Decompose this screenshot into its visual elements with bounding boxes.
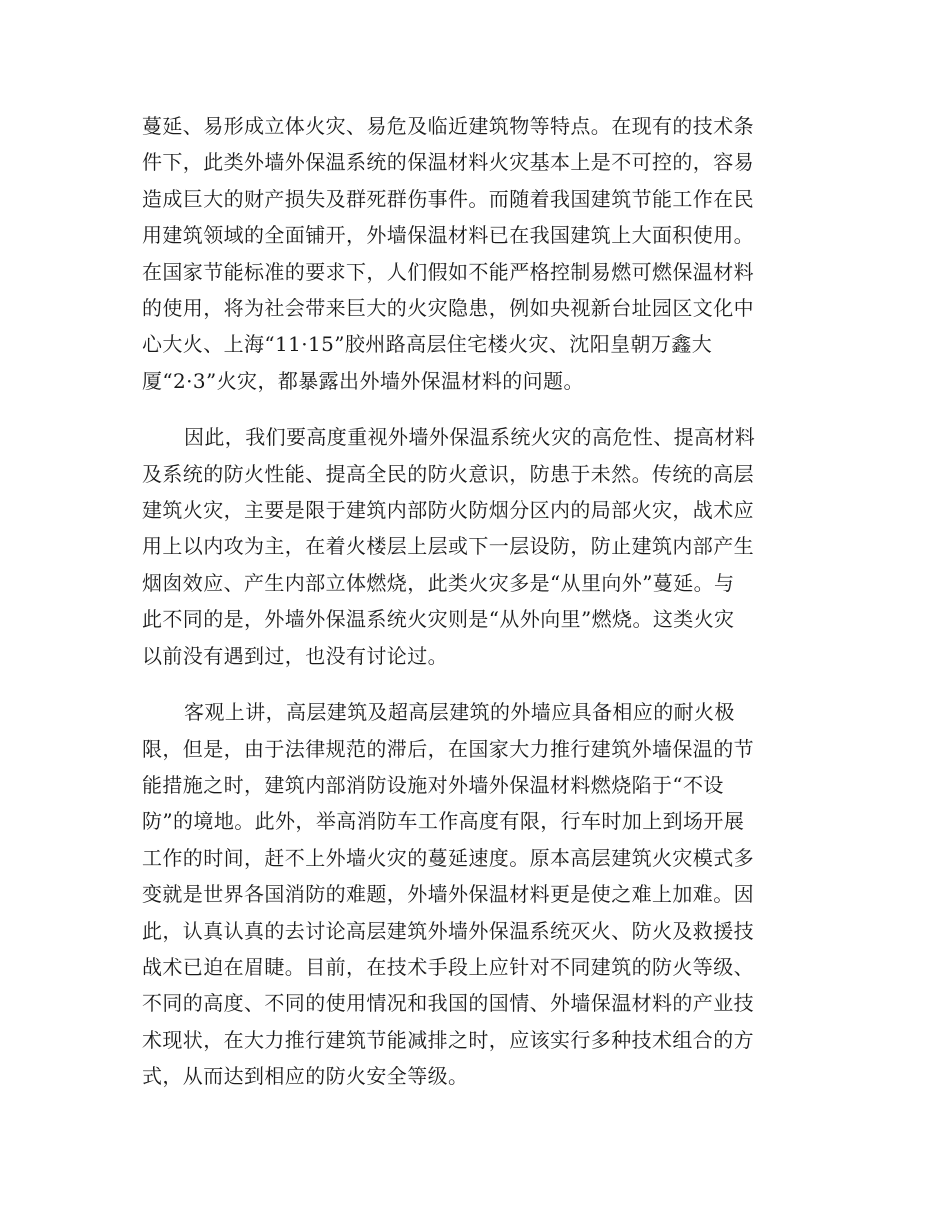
text-line: 件下，此类外墙外保温系统的保温材料火灾基本上是不可控的，容易 [142,150,754,175]
text-line: 客观上讲，高层建筑及超高层建筑的外墙应具备相应的耐火极 [184,700,735,725]
text-line: 因此，我们要高度重视外墙外保温系统火灾的高危性、提高材料 [184,425,756,450]
text-line: 战术已迫在眉睫。目前，在技术手段上应针对不同建筑的防火等级、 [142,954,754,979]
text-line: 造成巨大的财产损失及群死群伤事件。而随着我国建筑节能工作在民 [142,186,754,211]
document-body [142,108,812,1095]
text-line: 烟囱效应、产生内部立体燃烧，此类火灾多是“从里向外”蔓延。与 [142,570,735,595]
text-line: 术现状，在大力推行建筑节能减排之时，应该实行多种技术组合的方 [142,1027,754,1052]
text-line: 不同的高度、不同的使用情况和我国的国情、外墙保温材料的产业技 [142,991,754,1016]
text-line: 工作的时间，赶不上外墙火灾的蔓延速度。原本高层建筑火灾模式多 [142,845,754,870]
text-line: 以前没有遇到过，也没有讨论过。 [142,643,448,668]
paragraph-3 [142,694,812,1094]
paragraph-2 [142,419,812,674]
paragraph-spacer [142,399,812,419]
text-line: 及系统的防火性能、提高全民的防火意识，防患于未然。传统的高层 [142,461,754,486]
text-line: 防”的境地。此外，举高消防车工作高度有限，行车时加上到场开展 [142,809,745,834]
text-line: 此不同的是，外墙外保温系统火灾则是“从外向里”燃烧。这类火灾 [142,607,735,632]
text-line: 变就是世界各国消防的难题，外墙外保温材料更是使之难上加难。因 [142,882,754,907]
text-line: 此，认真认真的去讨论高层建筑外墙外保温系统灭火、防火及救援技 [142,918,754,943]
text-line: 限，但是，由于法律规范的滞后，在国家大力推行建筑外墙保温的节 [142,736,754,761]
text-line: 式，从而达到相应的防火安全等级。 [142,1064,469,1089]
paragraph-spacer [142,674,812,694]
text-line: 心大火、上海“11·15”胶州路高层住宅楼火灾、沈阳皇朝万鑫大 [142,332,713,357]
text-line: 建筑火灾，主要是限于建筑内部防火防烟分区内的局部火灾，战术应 [142,498,754,523]
text-line: 能措施之时，建筑内部消防设施对外墙外保温材料燃烧陷于“不设 [142,772,724,797]
text-line: 的使用，将为社会带来巨大的火灾隐患，例如央视新台址园区文化中 [142,296,754,321]
paragraph-1 [142,108,812,399]
text-line: 用建筑领域的全面铺开，外墙保温材料已在我国建筑上大面积使用。 [142,223,754,248]
text-line: 蔓延、易形成立体火灾、易危及临近建筑物等特点。在现有的技术条 [142,114,754,138]
text-line: 厦“2·3”火灾，都暴露出外墙外保温材料的问题。 [142,368,584,393]
text-line: 在国家节能标准的要求下，人们假如不能严格控制易燃可燃保温材料 [142,259,754,284]
text-line: 用上以内攻为主，在着火楼层上层或下一层设防，防止建筑内部产生 [142,534,754,559]
